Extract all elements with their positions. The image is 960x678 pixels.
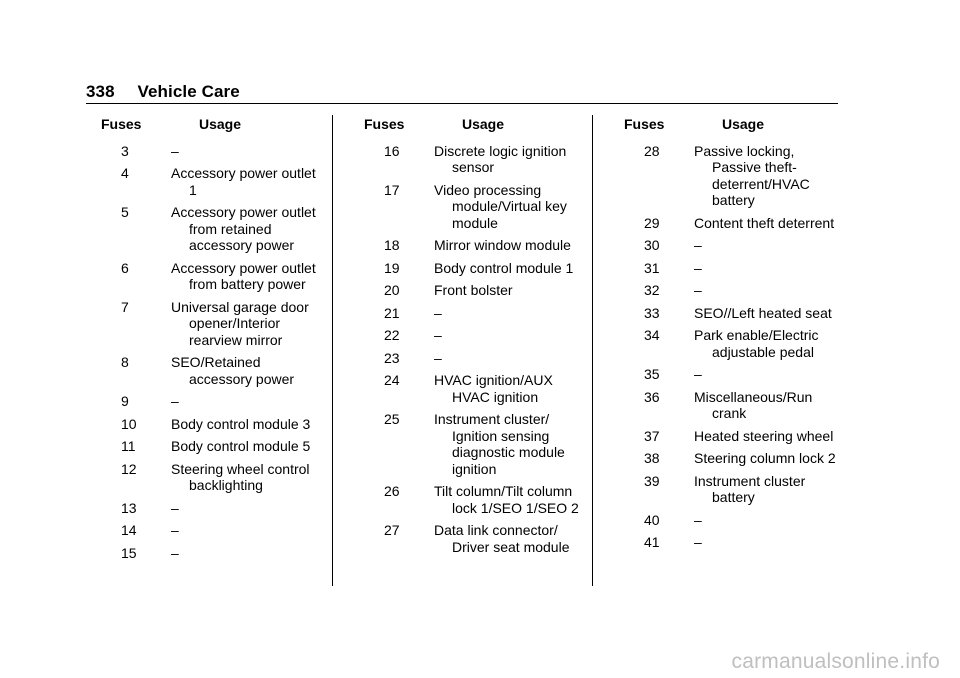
fuse-row [624,327,838,360]
fuse-number: 20 [384,282,400,298]
fuses-header: Fuses [624,116,665,132]
fuse-usage: Accessory power outlet from retained accessory power [171,204,316,253]
fuse-usage: – [694,259,702,276]
fuse-usage: Tilt column/Tilt column lock 1/SEO 1/SEO 2 [434,483,579,516]
fuse-row [624,512,838,529]
column-header [624,116,838,133]
fuse-row [101,204,327,254]
fuse-usage: Body control module 1 [434,259,574,276]
fuse-usage: Data link connector/ Driver seat module [434,522,570,555]
column-header [101,116,327,133]
page-header [86,82,240,102]
fuse-row [364,411,588,477]
fuse-usage: Steering wheel control backlighting [171,460,310,493]
column-divider [332,115,333,586]
watermark: carmanualsonline.info [731,650,940,673]
fuse-number: 8 [121,354,129,370]
fuse-usage: Content theft deterrent [694,214,835,231]
fuse-number: 7 [121,298,129,315]
fuse-row [364,483,588,516]
fuse-usage: Instrument cluster battery [694,472,806,505]
fuse-usage: – [171,393,179,409]
fuse-table-column-2 [364,116,588,561]
fuse-number: 35 [644,366,660,382]
fuse-usage: – [694,282,702,298]
fuse-number: 29 [644,214,660,231]
fuse-row [101,500,327,517]
fuse-table-column-3 [624,116,838,557]
fuses-header: Fuses [101,116,142,132]
fuse-number: 32 [644,282,660,298]
fuse-number: 26 [384,483,400,499]
fuse-usage: Mirror window module [434,237,571,253]
fuse-row [101,438,327,455]
fuse-usage: Miscellaneous/Run crank [694,388,813,421]
fuse-row [101,461,327,494]
fuse-usage: HVAC ignition/AUX HVAC ignition [434,372,553,405]
fuse-row [364,282,588,299]
fuse-row [624,389,838,422]
fuse-number: 5 [121,204,129,220]
fuse-usage: SEO/Retained accessory power [171,354,295,387]
fuse-number: 3 [121,142,129,159]
fuse-usage: – [434,304,442,321]
fuse-table-column-1 [101,116,327,567]
fuse-number: 31 [644,259,660,276]
fuse-row [364,260,588,277]
fuse-row [364,350,588,367]
fuse-usage: Park enable/Electric adjustable pedal [694,327,819,360]
fuse-usage: – [694,237,702,253]
fuse-row [624,450,838,467]
fuse-number: 37 [644,427,660,444]
fuse-row [101,260,327,293]
fuse-usage: Front bolster [434,282,513,298]
fuse-row [624,366,838,383]
fuse-number: 22 [384,327,400,343]
fuse-number: 41 [644,534,660,550]
usage-header: Usage [462,116,505,132]
fuse-rows [624,143,838,551]
fuse-usage: – [171,499,179,516]
fuse-usage: Discrete logic ignition sensor [434,142,567,175]
fuse-number: 34 [644,327,660,343]
fuse-number: 11 [121,438,136,454]
fuse-number: 10 [121,415,137,432]
fuse-usage: SEO//Left heated seat [694,304,832,321]
fuse-row [364,182,588,232]
section-title: Vehicle Care [137,82,240,101]
fuse-usage: – [694,366,702,382]
usage-header: Usage [199,116,242,132]
fuse-number: 28 [644,142,660,159]
fuse-number: 16 [384,142,400,159]
usage-header: Usage [722,116,765,132]
fuse-usage: – [434,327,442,343]
fuse-number: 23 [384,349,400,366]
fuse-usage: Accessory power outlet from battery power [171,259,316,292]
column-divider [592,115,593,586]
fuse-row [101,299,327,349]
fuse-usage: Universal garage door opener/Interior rearview mirror [171,298,309,348]
fuse-row [101,143,327,160]
fuse-row [364,327,588,344]
fuse-row [624,428,838,445]
page-number: 338 [86,82,115,101]
fuses-header: Fuses [364,116,405,132]
fuse-number: 36 [644,388,660,405]
fuse-number: 13 [121,499,137,516]
fuse-number: 39 [644,472,660,489]
fuse-number: 19 [384,259,400,276]
fuse-usage: – [171,522,179,538]
fuse-number: 17 [384,181,400,198]
fuse-row [364,522,588,555]
fuse-number: 12 [121,460,137,477]
fuse-number: 14 [121,522,137,538]
fuse-number: 30 [644,237,660,253]
fuse-row [101,522,327,539]
fuse-row [364,305,588,322]
fuse-number: 40 [644,511,660,528]
fuse-usage: Steering column lock 2 [694,450,836,466]
fuse-rows [101,143,327,562]
fuse-row [101,393,327,410]
fuse-row [624,260,838,277]
fuse-usage: – [434,349,442,366]
fuse-row [101,165,327,198]
fuse-row [624,305,838,322]
fuse-row [624,237,838,254]
fuse-row [364,372,588,405]
fuse-number: 25 [384,411,400,427]
fuse-row [624,473,838,506]
fuse-number: 21 [384,304,400,321]
fuse-usage: Video processing module/Virtual key module [434,181,567,231]
fuse-usage: Accessory power outlet 1 [171,165,316,198]
fuse-row [624,282,838,299]
fuse-number: 15 [121,544,137,561]
fuse-row [101,354,327,387]
fuse-number: 4 [121,165,129,181]
fuse-usage: – [694,511,702,528]
fuse-usage: Heated steering wheel [694,427,834,444]
fuse-row [624,143,838,209]
fuse-row [364,237,588,254]
fuse-usage: Passive locking, Passive theft-deterrent/HVAC battery [694,142,810,208]
fuse-usage: Body control module 3 [171,415,311,432]
fuse-number: 24 [384,372,400,388]
fuse-row [364,143,588,176]
fuse-number: 27 [384,522,400,538]
fuse-number: 6 [121,259,129,276]
fuse-row [101,545,327,562]
fuse-row [624,215,838,232]
fuse-row [101,416,327,433]
fuse-usage: – [694,534,702,550]
fuse-rows [364,143,588,556]
fuse-number: 33 [644,304,660,321]
fuse-usage: – [171,544,179,561]
fuse-number: 38 [644,450,660,466]
fuse-number: 9 [121,393,129,409]
fuse-usage: Body control module 5 [171,438,311,454]
fuse-usage: – [171,142,179,159]
fuse-row [624,534,838,551]
header-rule [86,103,838,104]
fuse-number: 18 [384,237,400,253]
fuse-usage: Instrument cluster/ Ignition sensing diagnostic module ignition [434,411,565,477]
column-header [364,116,588,133]
